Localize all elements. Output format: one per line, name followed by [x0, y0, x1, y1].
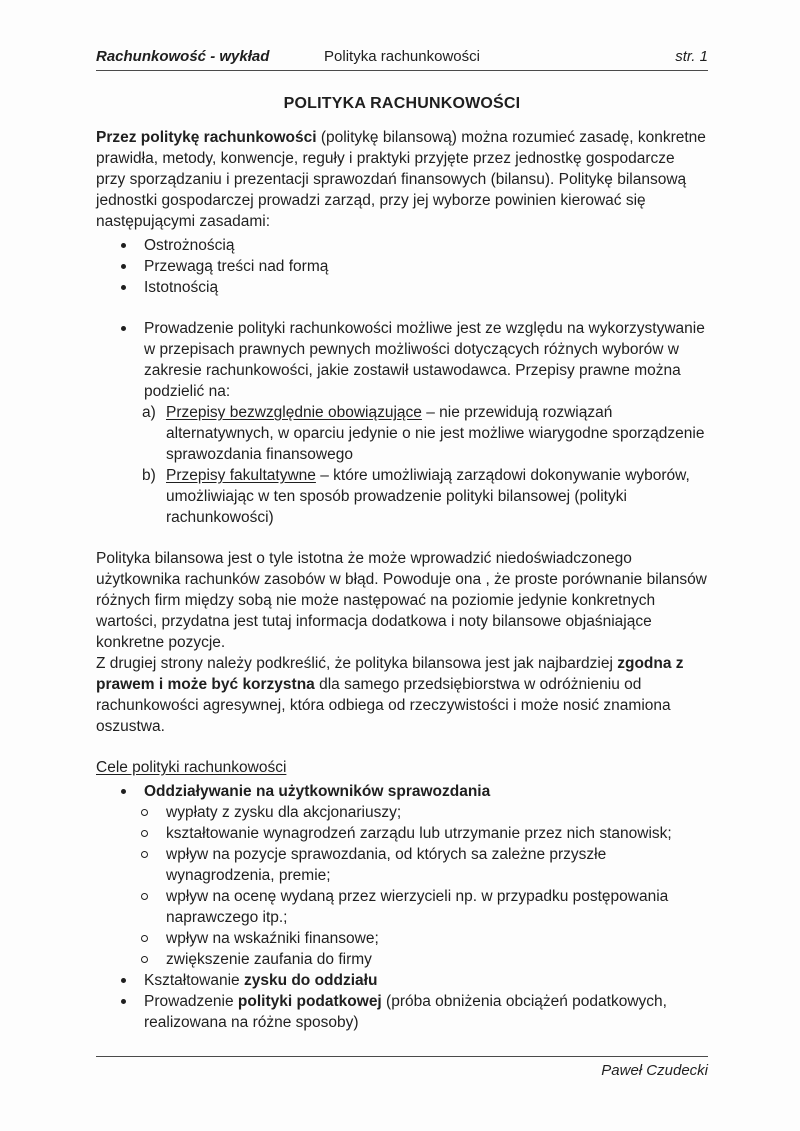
- goal-subitem: wpływ na pozycje sprawozdania, od których sa zależne przyszłe wynagrodzenia, premie;: [96, 844, 708, 886]
- goal-subitem: wpływ na ocenę wydaną przez wierzycieli np. w przypadku postępowania naprawczego itp.;: [96, 886, 708, 928]
- goal-item: Prowadzenie polityki podatkowej (próba obniżenia obciążeń podatkowych, realizowana na różne sposoby): [96, 991, 708, 1033]
- provisions-list: [96, 318, 708, 528]
- header-course-title: Rachunkowość - wykład: [96, 48, 270, 65]
- item-text: Przepisy fakultatywne – które umożliwiają zarządowi dokonywanie wyborów, umożliwiając w ten sposób prowadzenie polityki bilansowej (polityki rachunkowości): [166, 467, 690, 526]
- principles-list: [96, 235, 708, 298]
- goals-heading: Cele polityki rachunkowości: [96, 759, 287, 776]
- list-item: Istotnością: [96, 277, 708, 298]
- page-footer: [96, 1056, 708, 1081]
- goal-subitem: wpływ na wskaźniki finansowe;: [96, 928, 708, 949]
- intro-paragraph: Przez politykę rachunkowości (politykę bilansową) można rozumieć zasadę, konkretne prawidła, metody, konwencje, reguły i praktyki przyjęte przez jednostkę gospodarcze przy sporządzaniu i prezentacji sprawozdań finansowych (bilansu). Politykę bilansową jednostki gospodarczej prowadzi zarząd, przy jej wyborze powinien kierować się następującymi zasadami:: [96, 129, 706, 230]
- header-page-number: str. 1: [675, 48, 708, 65]
- page-header: [96, 46, 708, 71]
- provisions-intro-item: Prowadzenie polityki rachunkowości możliwe jest ze względu na wykorzystywanie w przepisach prawnych pewnych możliwości dotyczących różnych wyborów w zakresie rachunkowości, jakie zostawił ustawodawca. Przepisy prawne można podzielić na:: [96, 318, 708, 402]
- header-document-title: Polityka rachunkowości: [324, 48, 480, 65]
- item-marker: a): [142, 404, 156, 421]
- list-item: Ostrożnością: [96, 235, 708, 256]
- goal-subitem: kształtowanie wynagrodzeń zarządu lub utrzymanie przez nich stanowisk;: [96, 823, 708, 844]
- goals-list: [96, 781, 708, 1033]
- goal-item: Oddziaływanie na użytkowników sprawozdania: [96, 781, 708, 802]
- goal-item: Kształtowanie zysku do oddziału: [96, 970, 708, 991]
- list-item: Przewagą treści nad formą: [96, 256, 708, 277]
- provision-item-b: [96, 465, 708, 528]
- item-text: Przepisy bezwzględnie obowiązujące – nie przewidują rozwiązań alternatywnych, w oparciu jedynie o nie jest możliwe wiarygodne sporządzenie sprawozdania finansowego: [166, 404, 705, 463]
- document-title: POLITYKA RACHUNKOWOŚCI: [283, 95, 521, 112]
- provision-item-a: [96, 402, 708, 465]
- goal-subitem: zwiększenie zaufania do firmy: [96, 949, 708, 970]
- goal-subitem: wypłaty z zysku dla akcjonariuszy;: [96, 802, 708, 823]
- body-paragraph: Z drugiej strony należy podkreślić, że polityka bilansowa jest jak najbardziej zgodna z prawem i może być korzystna dla samego przedsiębiorstwa w odróżnieniu od rachunkowości agresywnej, która odbiega od rzeczywistości i może nosić znamiona oszustwa.: [96, 655, 684, 735]
- body-paragraph: Polityka bilansowa jest o tyle istotna że może wprowadzić niedoświadczonego użytkownika rachunków zasobów w błąd. Powoduje ona , że proste porównanie bilansów różnych firm między sobą nie może następować na poziomie jedynie konkretnych wartości, przydatna jest tutaj informacja dodatkowa i noty bilansowe objaśniające konkretne pozycje.: [96, 550, 707, 651]
- item-marker: b): [142, 467, 156, 484]
- footer-author: Paweł Czudecki: [601, 1062, 708, 1079]
